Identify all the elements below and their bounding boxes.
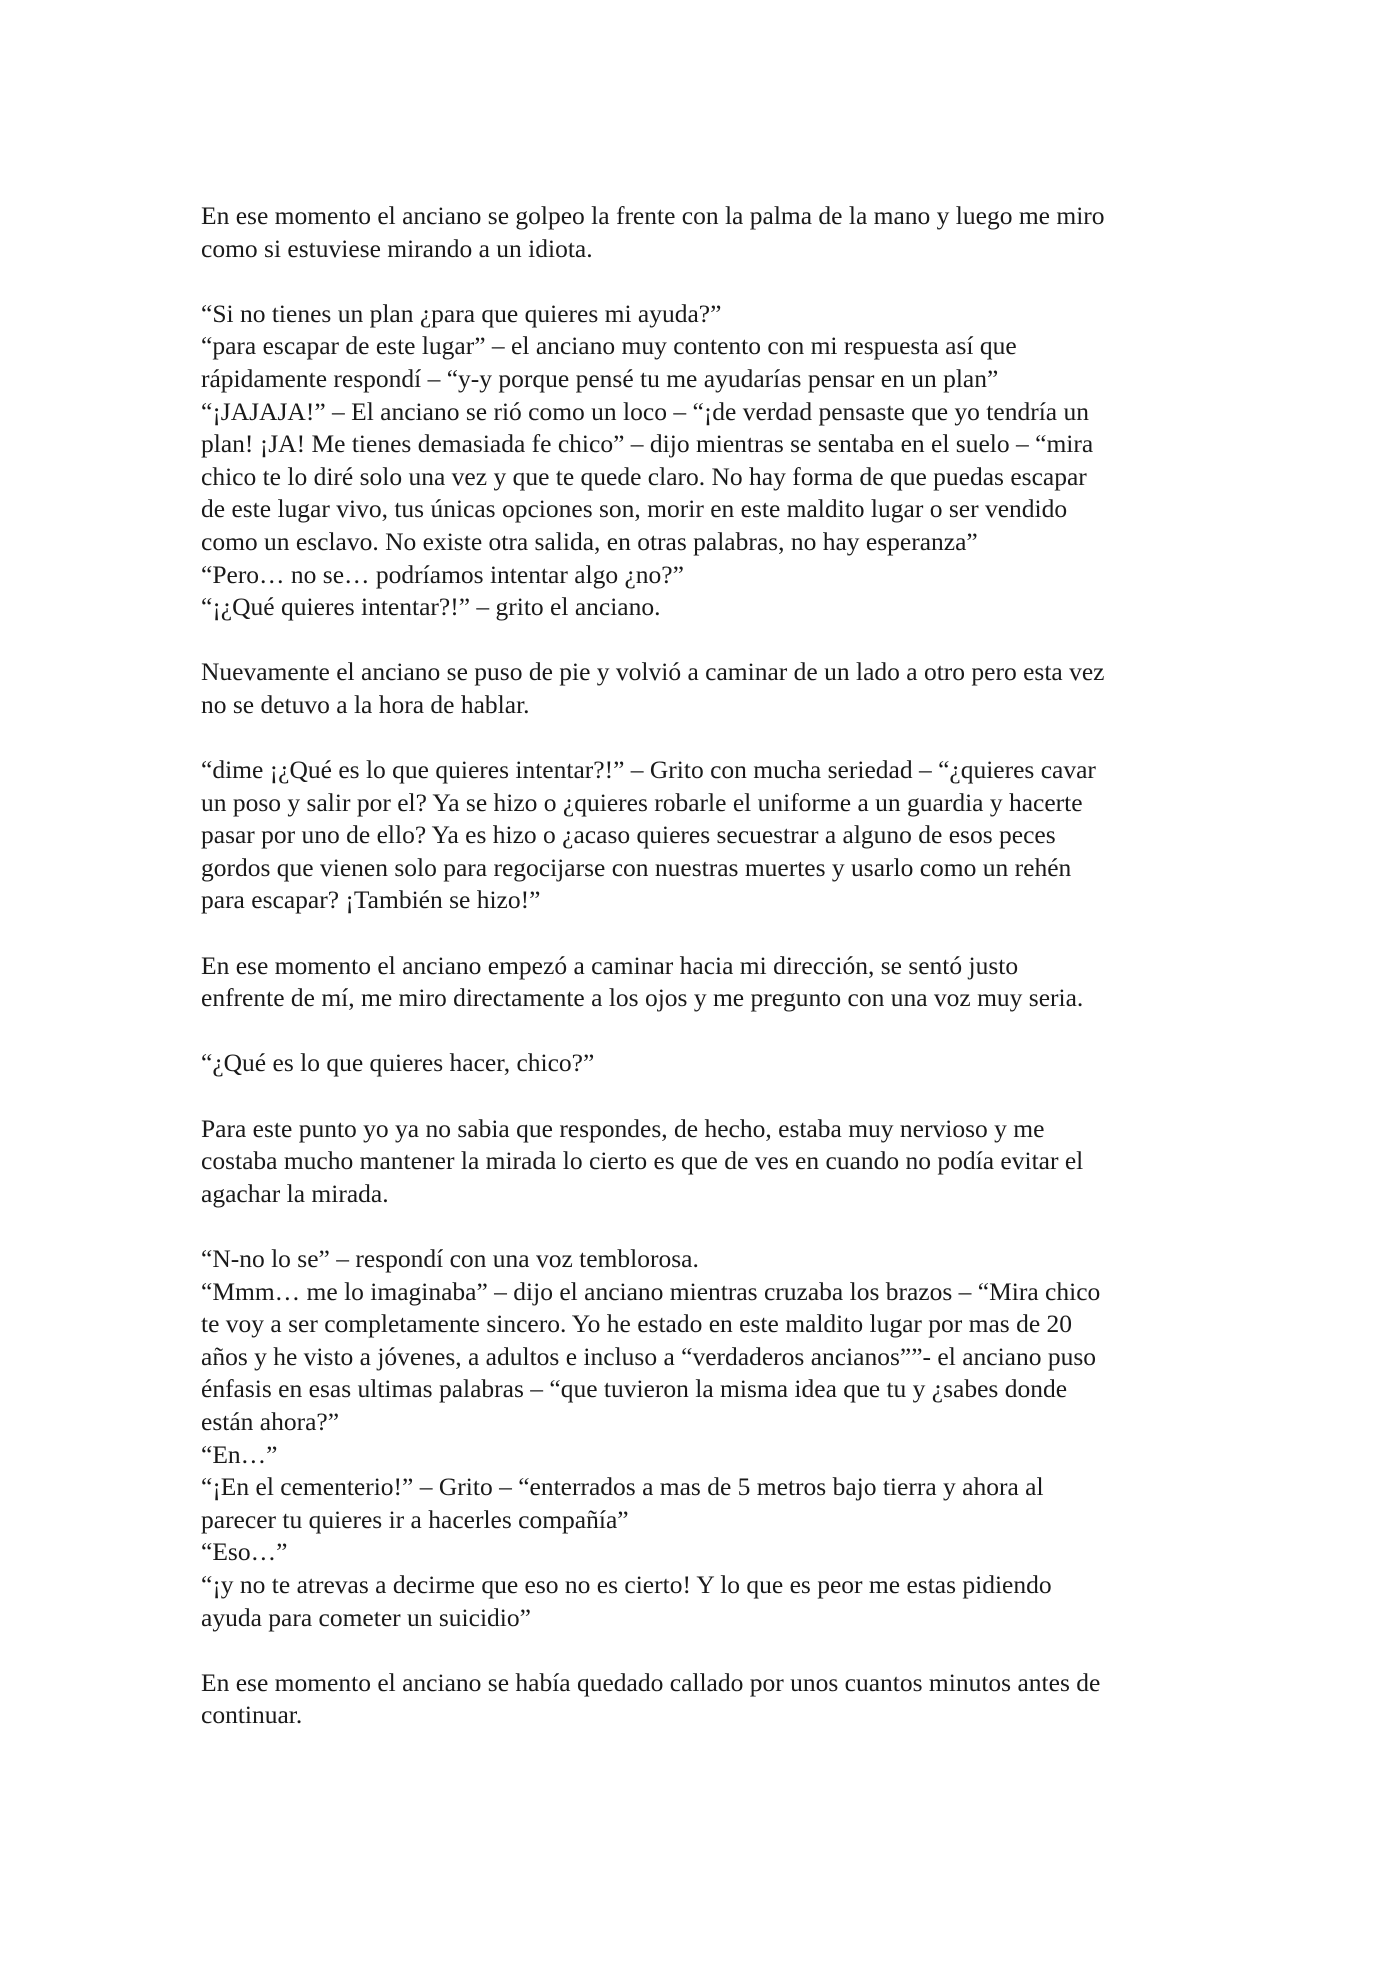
text-line: “¿Qué es lo que quieres hacer, chico?” [201, 1048, 595, 1078]
text-line: años y he visto a jóvenes, a adultos e incluso a “verdaderos ancianos””- el anciano puso [201, 1341, 1097, 1371]
text-line: ayuda para cometer un suicidio” [201, 1602, 531, 1632]
text-line: Nuevamente el anciano se puso de pie y volvió a caminar de un lado a otro pero esta vez [201, 657, 1105, 687]
text-line: costaba mucho mantener la mirada lo cierto es que de ves en cuando no podía evitar el [201, 1146, 1084, 1176]
text-line: plan! ¡JA! Me tienes demasiada fe chico” – dijo mientras se sentaba en el suelo – “mira [201, 429, 1094, 459]
paragraph [201, 1113, 1206, 1211]
text-line: agachar la mirada. [201, 1178, 389, 1208]
text-line: parecer tu quieres ir a hacerles compañía” [201, 1504, 629, 1534]
text-line: “¡JAJAJA!” – El anciano se rió como un loco – “¡de verdad pensaste que yo tendría un [201, 396, 1089, 426]
paragraph [201, 1667, 1206, 1732]
paragraph [201, 754, 1206, 917]
text-line: “¡y no te atrevas a decirme que eso no es cierto! Y lo que es peor me estas pidiendo [201, 1569, 1052, 1599]
text-line: chico te lo diré solo una vez y que te quede claro. No hay forma de que puedas escapar [201, 461, 1087, 491]
paragraph [201, 298, 1206, 624]
paragraph [201, 950, 1206, 1015]
text-line: “para escapar de este lugar” – el anciano muy contento con mi respuesta así que [201, 331, 1017, 361]
text-line: “N-no lo se” – respondí con una voz temblorosa. [201, 1244, 699, 1273]
text-line: pasar por uno de ello? Ya es hizo o ¿acaso quieres secuestrar a alguno de esos peces [201, 820, 1056, 850]
text-line: “Mmm… me lo imaginaba” – dijo el anciano mientras cruzaba los brazos – “Mira chico [201, 1276, 1101, 1306]
text-line: como un esclavo. No existe otra salida, en otras palabras, no hay esperanza” [201, 526, 978, 556]
text-line: “Pero… no se… podríamos intentar algo ¿no?” [201, 559, 684, 589]
text-line: un poso y salir por el? Ya se hizo o ¿quieres robarle el uniforme a un guardia y hacerte [201, 787, 1083, 817]
text-line: están ahora?” [201, 1406, 340, 1436]
text-line: En ese momento el anciano empezó a caminar hacia mi dirección, se sentó justo [201, 950, 1019, 980]
paragraph [201, 200, 1206, 265]
text-line: “dime ¡¿Qué es lo que quieres intentar?!” – Grito con mucha seriedad – “¿quieres cavar [201, 755, 1096, 785]
text-line: te voy a ser completamente sincero. Yo he estado en este maldito lugar por mas de 20 [201, 1309, 1073, 1339]
paragraph [201, 656, 1206, 721]
text-line: En ese momento el anciano se golpeo la frente con la palma de la mano y luego me miro [201, 201, 1105, 230]
text-line: énfasis en esas ultimas palabras – “que tuvieron la misma idea que tu y ¿sabes donde [201, 1374, 1068, 1404]
text-line: En ese momento el anciano se había quedado callado por unos cuantos minutos antes de [201, 1667, 1101, 1697]
paragraph [201, 1047, 1206, 1080]
text-line: de este lugar vivo, tus únicas opciones son, morir en este maldito lugar o ser vendido [201, 494, 1068, 524]
text-line: para escapar? ¡También se hizo!” [201, 885, 541, 915]
text-line: continuar. [201, 1700, 303, 1730]
text-line: gordos que vienen solo para regocijarse con nuestras muertes y usarlo como un rehén [201, 852, 1072, 882]
text-line: “¡¿Qué quieres intentar?!” – grito el anciano. [201, 592, 661, 622]
document-body [201, 200, 1206, 1765]
text-line: no se detuvo a la hora de hablar. [201, 689, 530, 719]
text-line: rápidamente respondí – “y-y porque pensé tu me ayudarías pensar en un plan” [201, 363, 999, 393]
text-line: “En…” [201, 1439, 278, 1469]
text-line: enfrente de mí, me miro directamente a los ojos y me pregunto con una voz muy seria. [201, 983, 1084, 1013]
text-line: como si estuviese mirando a un idiota. [201, 233, 593, 263]
text-line: “Eso…” [201, 1537, 288, 1567]
text-line: “Si no tienes un plan ¿para que quieres mi ayuda?” [201, 298, 722, 328]
text-line: Para este punto yo ya no sabia que respondes, de hecho, estaba muy nervioso y me [201, 1113, 1045, 1143]
text-line: “¡En el cementerio!” – Grito – “enterrados a mas de 5 metros bajo tierra y ahora al [201, 1472, 1044, 1502]
paragraph [201, 1243, 1206, 1634]
